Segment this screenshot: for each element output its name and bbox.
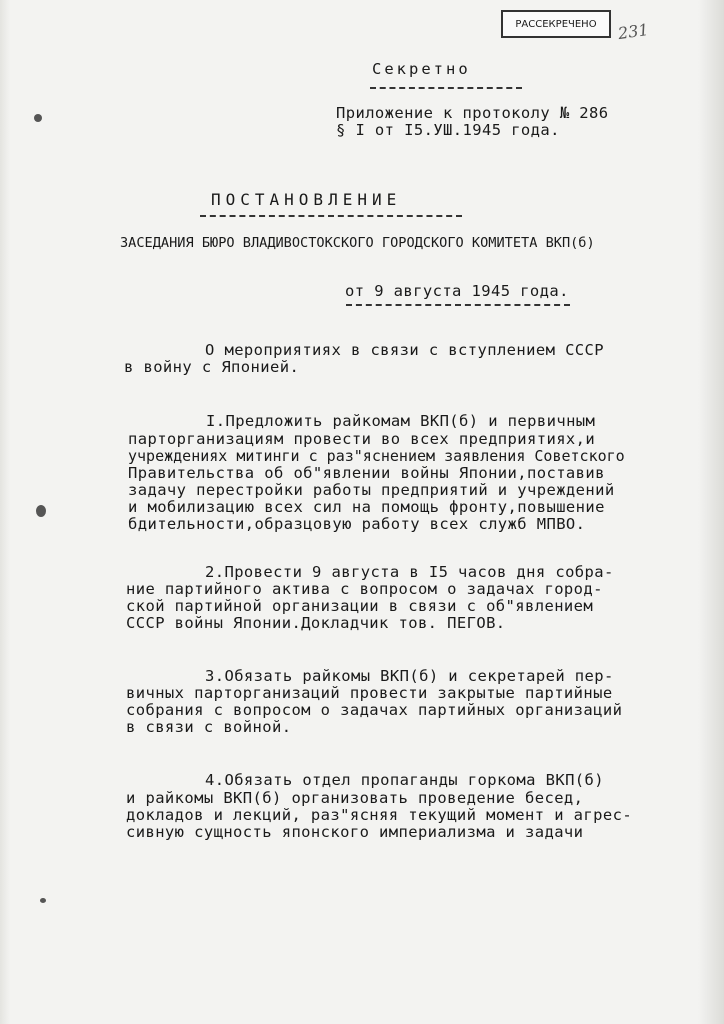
- punch-mark: [40, 898, 46, 903]
- paragraph-1-line: учреждениях митинги с раз"яснением заявления Советского: [128, 447, 625, 465]
- paragraph-3-line: в связи с войной.: [126, 718, 292, 736]
- attachment-line-2: § I от I5.УШ.1945 года.: [336, 121, 560, 139]
- paragraph-1-line: задачу перестройки работы предприятий и учреждений: [128, 481, 615, 499]
- paragraph-4-line: докладов и лекций, раз"ясняя текущий момент и агрес-: [126, 806, 633, 824]
- declassified-stamp: РАССЕКРЕЧЕНО: [501, 10, 611, 38]
- paragraph-2-line: ской партийной организации в связи с об"явлением: [126, 597, 594, 615]
- punch-mark: [36, 505, 46, 517]
- document-subtitle: ЗАСЕДАНИЯ БЮРО ВЛАДИВОСТОКСКОГО ГОРОДСКОГО КОМИТЕТА ВКП(б): [120, 235, 595, 251]
- paragraph-2-line: СССР войны Японии.Докладчик тов. ПЕГОВ.: [126, 614, 506, 632]
- punch-mark: [34, 114, 42, 122]
- paragraph-4-line: 4.Обязать отдел пропаганды горкома ВКП(б): [205, 771, 605, 789]
- archive-page-number: 231: [616, 19, 650, 44]
- subject-line-1: О мероприятиях в связи с вступлением СССР: [205, 341, 605, 359]
- paragraph-3-line: вичных парторганизаций провести закрытые партийные: [126, 684, 613, 702]
- paragraph-2-line: ние партийного актива с вопросом о задачах город-: [126, 580, 603, 598]
- classification-underline: [370, 87, 522, 89]
- document-date: от 9 августа 1945 года.: [345, 282, 569, 300]
- paragraph-1-line: I.Предложить райкомам ВКП(б) и первичным: [206, 412, 596, 430]
- title-underline: [200, 215, 462, 217]
- paragraph-1-line: бдительности,образцовую работу всех служб МПВО.: [128, 515, 586, 533]
- paragraph-1-line: парторганизациям провести во всех предприятиях,и: [128, 430, 596, 448]
- paragraph-2-line: 2.Провести 9 августа в I5 часов дня собра-: [205, 563, 614, 581]
- paragraph-3-line: 3.Обязать райкомы ВКП(б) и секретарей пер-: [205, 667, 614, 685]
- subject-line-2: в войну с Японией.: [124, 358, 300, 376]
- classification-label: Секретно: [372, 60, 471, 78]
- document-title: ПОСТАНОВЛЕНИЕ: [211, 190, 402, 209]
- paragraph-4-line: сивную сущность японского империализма и задачи: [126, 823, 584, 841]
- page-edge-right: [698, 0, 724, 1024]
- page-edge-left: [0, 0, 10, 1024]
- paragraph-1-line: и мобилизацию всех сил на помощь фронту,повышение: [128, 498, 605, 516]
- paragraph-4-line: и райкомы ВКП(б) организовать проведение бесед,: [126, 789, 584, 807]
- date-underline: [346, 304, 570, 306]
- paragraph-3-line: собрания с вопросом о задачах партийных организаций: [126, 701, 623, 719]
- paragraph-1-line: Правительства об об"явлении войны Японии,поставив: [128, 464, 605, 482]
- attachment-line-1: Приложение к протоколу № 286: [336, 104, 609, 122]
